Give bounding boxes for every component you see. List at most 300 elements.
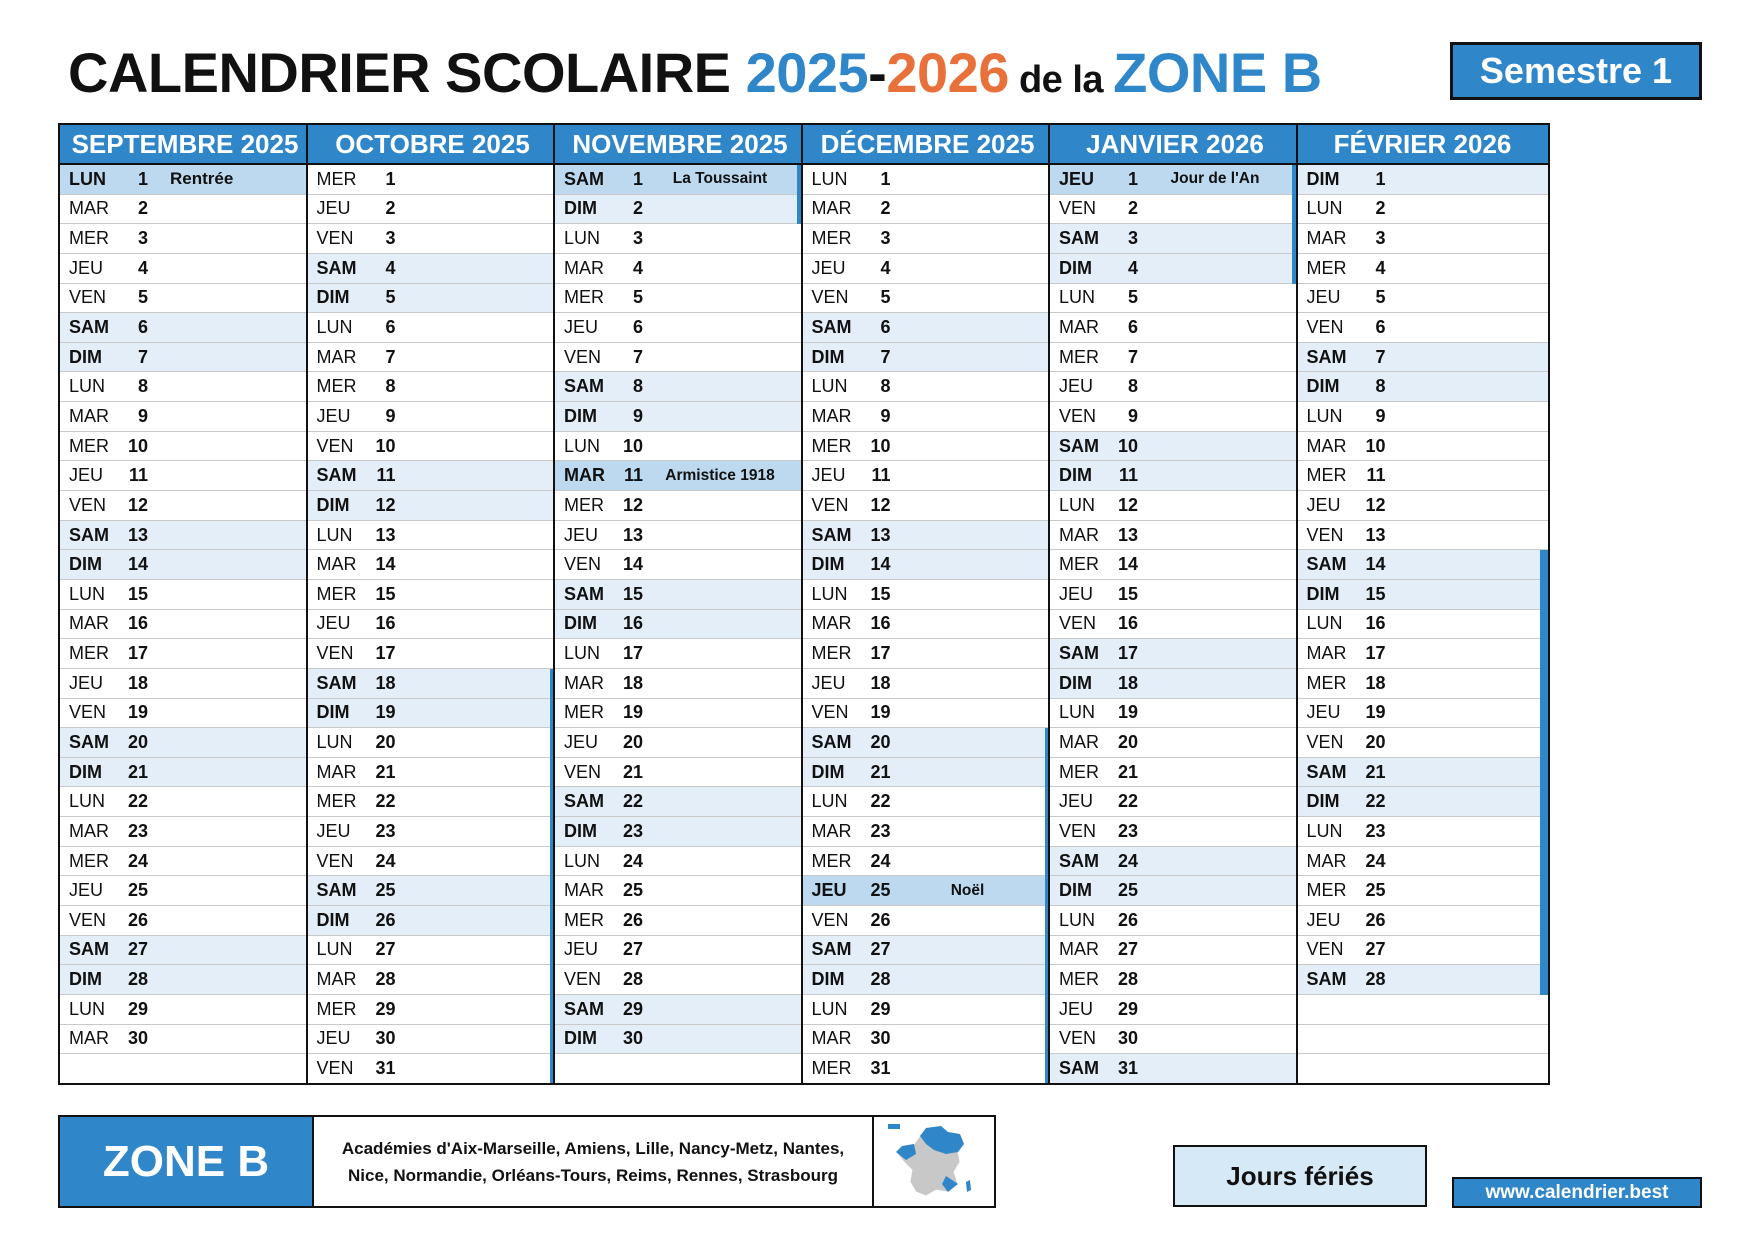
day-row xyxy=(1298,521,1548,551)
weekday-label: VEN xyxy=(316,228,354,249)
day-number: 14 xyxy=(870,554,891,575)
day-number: 26 xyxy=(1365,909,1386,930)
day-number: 9 xyxy=(1127,405,1138,426)
weekday-label: JEU xyxy=(564,524,599,545)
day-number: 1 xyxy=(880,168,891,189)
weekday-label: MER xyxy=(316,583,357,604)
weekday-label: MER xyxy=(1306,880,1347,901)
day-row xyxy=(803,224,1053,254)
day-row xyxy=(308,195,558,225)
weekday-label: DIM xyxy=(316,287,350,308)
day-row xyxy=(555,936,805,966)
day-number: 29 xyxy=(870,998,891,1019)
weekday-label: SAM xyxy=(1306,346,1347,367)
weekday-label: JEU xyxy=(811,465,846,486)
day-row xyxy=(1050,491,1300,521)
weekday-label: LUN xyxy=(1059,702,1096,723)
day-row xyxy=(803,1054,1053,1084)
day-number: 12 xyxy=(375,494,396,515)
weekday-label: DIM xyxy=(564,198,597,219)
weekday-label: JEU xyxy=(1306,909,1341,930)
day-number: 23 xyxy=(870,820,891,841)
day-row xyxy=(555,254,805,284)
weekday-label: VEN xyxy=(811,287,849,308)
holiday-label: Jour de l'An xyxy=(1170,170,1260,188)
day-number: 26 xyxy=(1117,909,1138,930)
weekday-label: DIM xyxy=(1306,376,1340,397)
day-number: 12 xyxy=(1365,494,1386,515)
day-number: 9 xyxy=(385,405,396,426)
weekday-label: JEU xyxy=(316,405,351,426)
day-number: 20 xyxy=(622,731,643,752)
weekday-label: SAM xyxy=(1306,761,1347,782)
weekday-label: VEN xyxy=(316,1058,354,1079)
weekday-label: LUN xyxy=(316,731,353,752)
day-number: 24 xyxy=(870,850,891,871)
day-number: 22 xyxy=(1117,791,1138,812)
weekday-label: SAM xyxy=(564,168,604,189)
weekday-label: MER xyxy=(69,850,109,871)
day-row xyxy=(1298,580,1548,610)
day-number: 6 xyxy=(632,317,643,338)
day-row xyxy=(1298,224,1548,254)
day-row xyxy=(555,906,805,936)
weekday-label: MAR xyxy=(811,1028,852,1049)
day-number: 27 xyxy=(127,939,148,960)
day-row xyxy=(60,165,310,195)
day-row xyxy=(555,550,805,580)
weekday-label: SAM xyxy=(564,583,604,604)
day-row xyxy=(1298,699,1548,729)
day-number: 4 xyxy=(632,257,643,278)
day-row xyxy=(60,669,310,699)
holiday-label: La Toussaint xyxy=(672,170,768,188)
day-row xyxy=(1050,995,1300,1025)
weekday-label: SAM xyxy=(69,524,109,545)
weekday-label: MAR xyxy=(69,1028,109,1049)
weekday-label: MER xyxy=(811,850,852,871)
holiday-label: Noël xyxy=(950,881,985,899)
day-number: 26 xyxy=(870,909,891,930)
weekday-label: DIM xyxy=(316,702,350,723)
day-number: 6 xyxy=(880,317,891,338)
day-row xyxy=(60,343,310,373)
weekday-label: JEU xyxy=(69,672,104,693)
day-row xyxy=(60,817,310,847)
day-row xyxy=(803,1025,1053,1055)
day-number: 14 xyxy=(127,554,148,575)
title-year-end: 2026 xyxy=(886,41,1009,104)
day-row xyxy=(1050,165,1300,195)
weekday-label: DIM xyxy=(564,820,597,841)
day-number: 16 xyxy=(375,613,396,634)
day-row xyxy=(803,550,1053,580)
day-row xyxy=(803,521,1053,551)
website-link[interactable]: www.calendrier.best xyxy=(1452,1177,1702,1208)
day-number: 18 xyxy=(1117,672,1138,693)
weekday-label: LUN xyxy=(811,998,848,1019)
day-row xyxy=(555,343,805,373)
weekday-label: MAR xyxy=(316,346,357,367)
day-number: 3 xyxy=(137,228,148,249)
day-number: 19 xyxy=(1117,702,1138,723)
day-number: 17 xyxy=(127,643,148,664)
day-row xyxy=(1298,847,1548,877)
day-row xyxy=(555,580,805,610)
day-row xyxy=(308,372,558,402)
day-number: 22 xyxy=(127,791,148,812)
weekday-label: MER xyxy=(1306,672,1347,693)
weekday-label: SAM xyxy=(811,731,852,752)
day-row xyxy=(60,995,310,1025)
weekday-label: JEU xyxy=(811,880,847,901)
day-number: 16 xyxy=(127,613,148,634)
title-connector: de la xyxy=(1008,59,1114,101)
day-row xyxy=(1298,343,1548,373)
day-number: 18 xyxy=(870,672,891,693)
weekday-label: LUN xyxy=(811,791,848,812)
day-row xyxy=(1298,936,1548,966)
day-number: 25 xyxy=(870,880,891,901)
weekday-label: JEU xyxy=(564,939,599,960)
weekday-label: JEU xyxy=(1059,791,1094,812)
day-row xyxy=(308,432,558,462)
day-number: 18 xyxy=(375,672,396,693)
weekday-label: VEN xyxy=(564,969,602,990)
day-number: 7 xyxy=(137,346,148,367)
day-row xyxy=(803,787,1053,817)
day-row xyxy=(803,284,1053,314)
day-row xyxy=(1050,343,1300,373)
weekday-label: LUN xyxy=(69,583,106,604)
day-row xyxy=(60,936,310,966)
weekday-label: SAM xyxy=(564,376,604,397)
weekday-label: LUN xyxy=(564,228,601,249)
day-number: 20 xyxy=(127,731,148,752)
day-row xyxy=(803,758,1053,788)
empty-row xyxy=(1298,1025,1548,1055)
day-row xyxy=(1050,550,1300,580)
weekday-label: VEN xyxy=(811,494,849,515)
weekday-label: SAM xyxy=(1059,228,1099,249)
weekday-label: MAR xyxy=(564,672,604,693)
weekday-label: VEN xyxy=(811,702,849,723)
weekday-label: MER xyxy=(564,702,604,723)
day-number: 20 xyxy=(870,731,891,752)
day-row xyxy=(555,847,805,877)
day-row xyxy=(60,521,310,551)
day-row xyxy=(555,165,805,195)
day-number: 16 xyxy=(622,613,643,634)
weekday-label: LUN xyxy=(69,998,106,1019)
day-row xyxy=(803,817,1053,847)
day-number: 1 xyxy=(632,168,643,189)
weekday-label: JEU xyxy=(69,257,104,278)
day-number: 21 xyxy=(375,761,396,782)
day-number: 15 xyxy=(622,583,643,604)
day-row xyxy=(308,224,558,254)
day-row xyxy=(803,610,1053,640)
day-row xyxy=(555,639,805,669)
weekday-label: JEU xyxy=(811,672,846,693)
weekday-label: MER xyxy=(811,643,852,664)
weekday-label: LUN xyxy=(1306,613,1343,634)
day-number: 3 xyxy=(385,228,396,249)
weekday-label: VEN xyxy=(1059,198,1097,219)
day-row xyxy=(1050,402,1300,432)
day-number: 2 xyxy=(385,198,396,219)
empty-row xyxy=(1298,1054,1548,1084)
day-number: 25 xyxy=(127,880,148,901)
day-row xyxy=(1298,639,1548,669)
day-row xyxy=(555,313,805,343)
title-dash: - xyxy=(868,41,887,104)
weekday-label: LUN xyxy=(316,524,353,545)
day-number: 30 xyxy=(622,1028,643,1049)
day-row xyxy=(1050,787,1300,817)
day-number: 11 xyxy=(623,465,643,486)
day-number: 5 xyxy=(385,287,396,308)
day-row xyxy=(555,432,805,462)
day-row xyxy=(1050,580,1300,610)
weekday-label: MAR xyxy=(1059,524,1099,545)
day-row xyxy=(1298,669,1548,699)
weekday-label: MAR xyxy=(811,198,852,219)
day-row xyxy=(1050,669,1300,699)
day-number: 21 xyxy=(622,761,643,782)
day-number: 30 xyxy=(375,1028,396,1049)
weekday-label: MER xyxy=(69,435,109,456)
weekday-label: SAM xyxy=(811,317,852,338)
day-number: 4 xyxy=(1375,257,1386,278)
day-number: 10 xyxy=(1117,435,1138,456)
day-row xyxy=(308,610,558,640)
weekday-label: MAR xyxy=(1306,435,1347,456)
empty-row xyxy=(1298,995,1548,1025)
day-number: 12 xyxy=(127,494,148,515)
day-number: 19 xyxy=(127,702,148,723)
day-number: 24 xyxy=(375,850,396,871)
day-row xyxy=(1298,254,1548,284)
day-number: 21 xyxy=(1117,761,1138,782)
weekday-label: MAR xyxy=(69,613,109,634)
day-row xyxy=(1050,1025,1300,1055)
day-number: 5 xyxy=(1375,287,1386,308)
day-row xyxy=(60,372,310,402)
day-number: 10 xyxy=(127,435,148,456)
day-number: 6 xyxy=(137,317,148,338)
day-number: 26 xyxy=(127,909,148,930)
day-number: 9 xyxy=(880,405,891,426)
zone-info xyxy=(58,1115,996,1208)
day-number: 26 xyxy=(375,909,396,930)
day-row xyxy=(803,491,1053,521)
day-row xyxy=(803,995,1053,1025)
day-number: 23 xyxy=(375,820,396,841)
day-row xyxy=(308,787,558,817)
weekday-label: LUN xyxy=(1059,494,1096,515)
day-number: 25 xyxy=(622,880,643,901)
title-year-start: 2025 xyxy=(745,41,869,104)
day-row xyxy=(1298,461,1548,491)
day-row xyxy=(1050,195,1300,225)
day-row xyxy=(60,639,310,669)
day-number: 10 xyxy=(622,435,643,456)
weekday-label: LUN xyxy=(564,643,601,664)
day-row xyxy=(1298,965,1548,995)
weekday-label: JEU xyxy=(1306,287,1341,308)
weekday-label: JEU xyxy=(811,257,846,278)
day-row xyxy=(803,195,1053,225)
weekday-label: JEU xyxy=(1059,583,1094,604)
day-row xyxy=(308,639,558,669)
weekday-label: JEU xyxy=(564,731,599,752)
weekday-label: DIM xyxy=(564,405,597,426)
day-row xyxy=(60,906,310,936)
day-row xyxy=(803,669,1053,699)
weekday-label: SAM xyxy=(1059,850,1099,871)
day-number: 24 xyxy=(127,850,148,871)
day-row xyxy=(555,402,805,432)
day-row xyxy=(555,876,805,906)
weekday-label: DIM xyxy=(69,969,102,990)
zone-academies-line-1: Académies d'Aix-Marseille, Amiens, Lille, Nancy-Metz, Nantes, xyxy=(341,1138,845,1158)
day-number: 27 xyxy=(1117,939,1138,960)
day-number: 8 xyxy=(1127,376,1138,397)
day-number: 2 xyxy=(1127,198,1138,219)
day-number: 19 xyxy=(1365,702,1386,723)
day-number: 8 xyxy=(1375,376,1386,397)
weekday-label: VEN xyxy=(69,909,107,930)
weekday-label: MAR xyxy=(316,554,357,575)
day-number: 24 xyxy=(1117,850,1138,871)
day-number: 7 xyxy=(880,346,891,367)
day-number: 4 xyxy=(385,257,396,278)
weekday-label: SAM xyxy=(811,939,852,960)
day-row xyxy=(308,491,558,521)
day-row xyxy=(803,343,1053,373)
month-column xyxy=(553,123,807,1085)
day-row xyxy=(1298,432,1548,462)
day-row xyxy=(308,728,558,758)
weekday-label: SAM xyxy=(1306,969,1347,990)
day-number: 21 xyxy=(127,761,148,782)
day-number: 22 xyxy=(1365,791,1386,812)
weekday-label: SAM xyxy=(1059,435,1099,456)
weekday-label: MAR xyxy=(1306,228,1347,249)
day-number: 23 xyxy=(1117,820,1138,841)
day-number: 13 xyxy=(622,524,643,545)
day-number: 11 xyxy=(871,465,891,486)
day-number: 8 xyxy=(137,376,148,397)
day-number: 25 xyxy=(1117,880,1138,901)
day-number: 10 xyxy=(870,435,891,456)
weekday-label: LUN xyxy=(811,376,848,397)
holiday-label: Armistice 1918 xyxy=(665,466,775,484)
weekday-label: VEN xyxy=(316,643,354,664)
day-row xyxy=(1298,787,1548,817)
day-row xyxy=(60,699,310,729)
day-number: 6 xyxy=(1375,317,1386,338)
day-number: 7 xyxy=(632,346,643,367)
weekday-label: LUN xyxy=(1306,198,1343,219)
day-row xyxy=(1050,254,1300,284)
weekday-label: JEU xyxy=(1059,168,1095,189)
day-number: 2 xyxy=(1375,198,1386,219)
day-number: 25 xyxy=(1365,880,1386,901)
weekday-label: VEN xyxy=(69,494,107,515)
day-row xyxy=(1298,195,1548,225)
weekday-label: MER xyxy=(811,1058,852,1079)
day-row xyxy=(803,580,1053,610)
zone-academies-line-2: Nice, Normandie, Orléans-Tours, Reims, Rennes, Strasbourg xyxy=(348,1165,838,1185)
day-number: 19 xyxy=(375,702,396,723)
day-row xyxy=(1050,847,1300,877)
title-text: CALENDRIER SCOLAIRE xyxy=(68,41,746,104)
weekday-label: LUN xyxy=(316,939,353,960)
day-row xyxy=(1050,224,1300,254)
day-number: 14 xyxy=(622,554,643,575)
weekday-label: VEN xyxy=(1306,731,1344,752)
day-row xyxy=(803,165,1053,195)
day-number: 21 xyxy=(870,761,891,782)
day-row xyxy=(1050,610,1300,640)
weekday-label: SAM xyxy=(316,672,357,693)
day-row xyxy=(555,195,805,225)
day-number: 9 xyxy=(137,405,148,426)
weekday-label: MAR xyxy=(811,820,852,841)
weekday-label: DIM xyxy=(564,613,597,634)
day-number: 16 xyxy=(1117,613,1138,634)
day-number: 13 xyxy=(127,524,148,545)
weekday-label: LUN xyxy=(564,435,601,456)
day-number: 10 xyxy=(375,435,396,456)
day-number: 7 xyxy=(385,346,396,367)
day-number: 31 xyxy=(1117,1058,1138,1079)
day-row xyxy=(308,284,558,314)
day-row xyxy=(1298,817,1548,847)
day-row xyxy=(555,817,805,847)
weekday-label: LUN xyxy=(564,850,601,871)
day-row xyxy=(555,965,805,995)
month-column xyxy=(801,123,1055,1085)
weekday-label: DIM xyxy=(316,494,350,515)
day-row xyxy=(555,521,805,551)
day-row xyxy=(1298,372,1548,402)
weekday-label: JEU xyxy=(316,198,351,219)
day-number: 19 xyxy=(870,702,891,723)
day-row xyxy=(555,224,805,254)
day-row xyxy=(308,906,558,936)
weekday-label: MER xyxy=(811,435,852,456)
weekday-label: DIM xyxy=(69,761,102,782)
weekday-label: SAM xyxy=(1059,643,1099,664)
weekday-label: VEN xyxy=(1059,405,1097,426)
weekday-label: VEN xyxy=(1059,613,1097,634)
day-number: 18 xyxy=(622,672,643,693)
weekday-label: MER xyxy=(69,228,109,249)
weekday-label: DIM xyxy=(1059,672,1092,693)
day-row xyxy=(1050,521,1300,551)
day-number: 8 xyxy=(385,376,396,397)
day-number: 23 xyxy=(1365,820,1386,841)
day-row xyxy=(308,313,558,343)
day-number: 27 xyxy=(1365,939,1386,960)
day-number: 26 xyxy=(622,909,643,930)
empty-row xyxy=(60,1054,310,1084)
day-row xyxy=(803,936,1053,966)
day-row xyxy=(1298,402,1548,432)
